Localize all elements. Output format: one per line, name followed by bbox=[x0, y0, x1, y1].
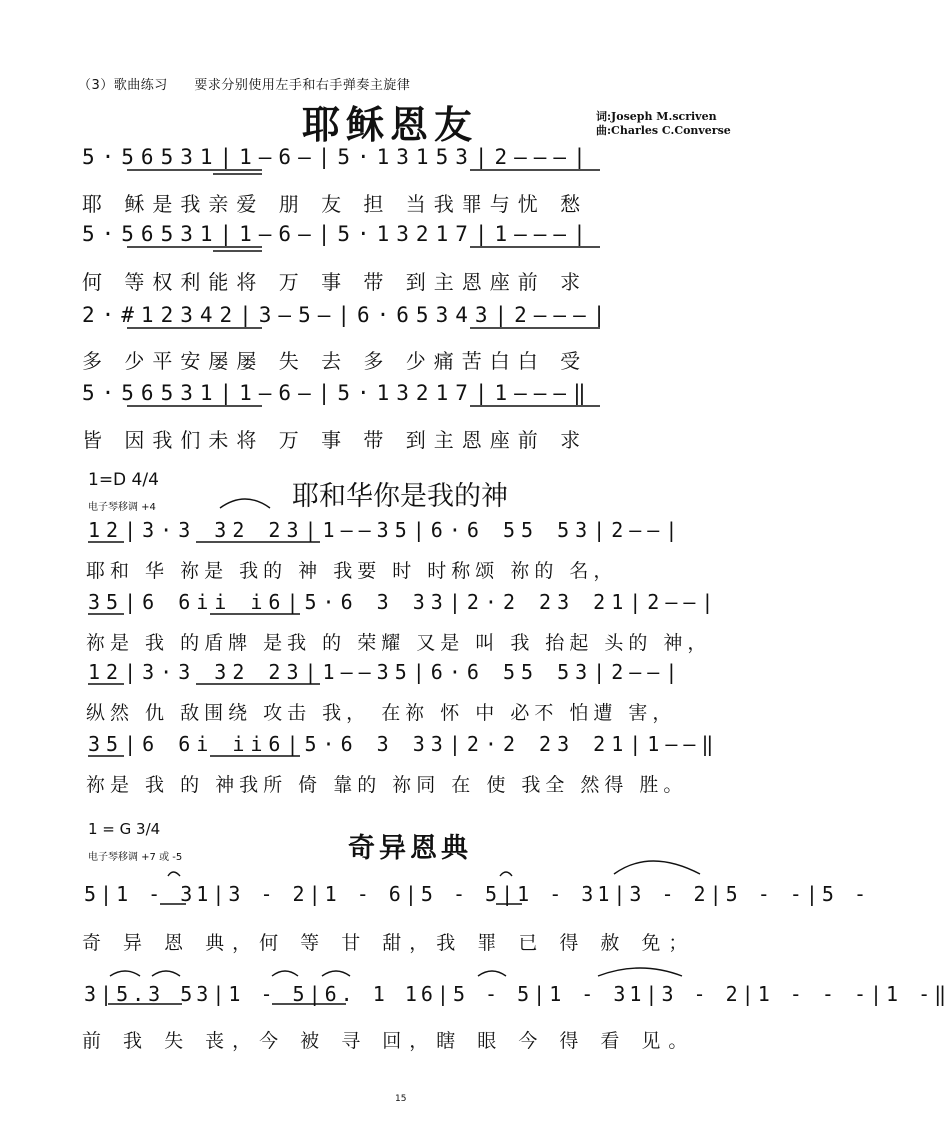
song1-notes-line-1: 5·56531|1—6—|5·13153|2———| bbox=[82, 145, 593, 169]
song2-notes-line-3: 12|3·3 32 23|1——35|6·6 55 53|2——| bbox=[88, 660, 684, 684]
song2-lyrics-line-4: 祢是 我 的 神我所 倚 靠的 祢同 在 使 我全 然得 胜。 bbox=[86, 774, 688, 796]
song1-lyrics-line-3: 多 少平安屡屡 失 去 多 少痛苦白白 受 bbox=[82, 349, 589, 373]
song2-key: 1=D 4/4 bbox=[88, 470, 159, 490]
song1-notes-line-3: 2·#12342|3—5—|6·65343|2———| bbox=[82, 303, 613, 327]
song2-notes-line-1: 12|3·3 32 23|1——35|6·6 55 53|2——| bbox=[88, 518, 684, 542]
song3-notes-line-2: 3|5.3 53|1 - 5|6. 1 16|5 - 5|1 - 31|3 - 2|1 - - -|1 -‖ bbox=[84, 982, 950, 1006]
song2-lyrics-line-2: 祢是 我 的盾牌 是我 的 荣耀 又是 叫 我 抬起 头的 神， bbox=[86, 632, 712, 654]
song1-title: 耶稣恩友 bbox=[302, 103, 479, 147]
song2-notes-line-4: 35|6 6i iі6|5·6 3 33|2·2 23 21|1——‖ bbox=[88, 732, 720, 756]
song2-lyrics-line-1: 耶和 华 祢是 我的 神 我要 时 时称颂 祢的 名， bbox=[86, 560, 618, 582]
song1-lyrics-line-2: 何 等权利能将 万 事 带 到主恩座前 求 bbox=[82, 270, 589, 294]
song3-lyrics-line-1: 奇 异 恩 典，何 等 甘 甜，我 罪 已 得 赦 免； bbox=[82, 932, 696, 954]
song3-key: 1 = G 3/4 bbox=[88, 820, 161, 838]
song3-lyrics-line-2: 前 我 失 丧，今 被 寻 回，瞎 眼 今 得 看 见。 bbox=[82, 1030, 696, 1052]
song1-lyrics-line-4: 皆 因我们未将 万 事 带 到主恩座前 求 bbox=[82, 428, 589, 452]
lyricist: 词:Joseph M.scriven bbox=[596, 110, 717, 123]
song3-notes-line-1: 5|1 - 31|3 - 2|1 - 6|5 - 5|1 - 31|3 - 2|5 - -|5 - bbox=[84, 882, 871, 906]
requirement-text: 要求分别使用左手和右手弹奏主旋律 bbox=[194, 78, 411, 93]
song1-notes-line-4: 5·56531|1—6—|5·13217|1———‖ bbox=[82, 381, 593, 405]
section-label: （3）歌曲练习 bbox=[78, 78, 168, 93]
song3-transpose: 电子琴移调 +7 或 -5 bbox=[88, 852, 183, 863]
song2-title: 耶和华你是我的神 bbox=[292, 481, 508, 512]
song2-transpose: 电子琴移调 +4 bbox=[88, 502, 156, 513]
song3-title: 奇异恩典 bbox=[348, 833, 472, 864]
song1-lyrics-line-1: 耶 稣是我亲爱 朋 友 担 当我罪与忧 愁 bbox=[82, 192, 589, 216]
page-number: 15 bbox=[395, 1094, 407, 1104]
song2-lyrics-line-3: 纵然 仇 敌围绕 攻击 我， 在祢 怀 中 必不 怕遭 害， bbox=[86, 702, 677, 724]
song2-notes-line-2: 35|6 6ii i6|5·6 3 33|2·2 23 21|2——| bbox=[88, 590, 720, 614]
song1-notes-line-2: 5·56531|1—6—|5·13217|1———| bbox=[82, 222, 593, 246]
composer: 曲:Charles C.Converse bbox=[596, 124, 731, 137]
